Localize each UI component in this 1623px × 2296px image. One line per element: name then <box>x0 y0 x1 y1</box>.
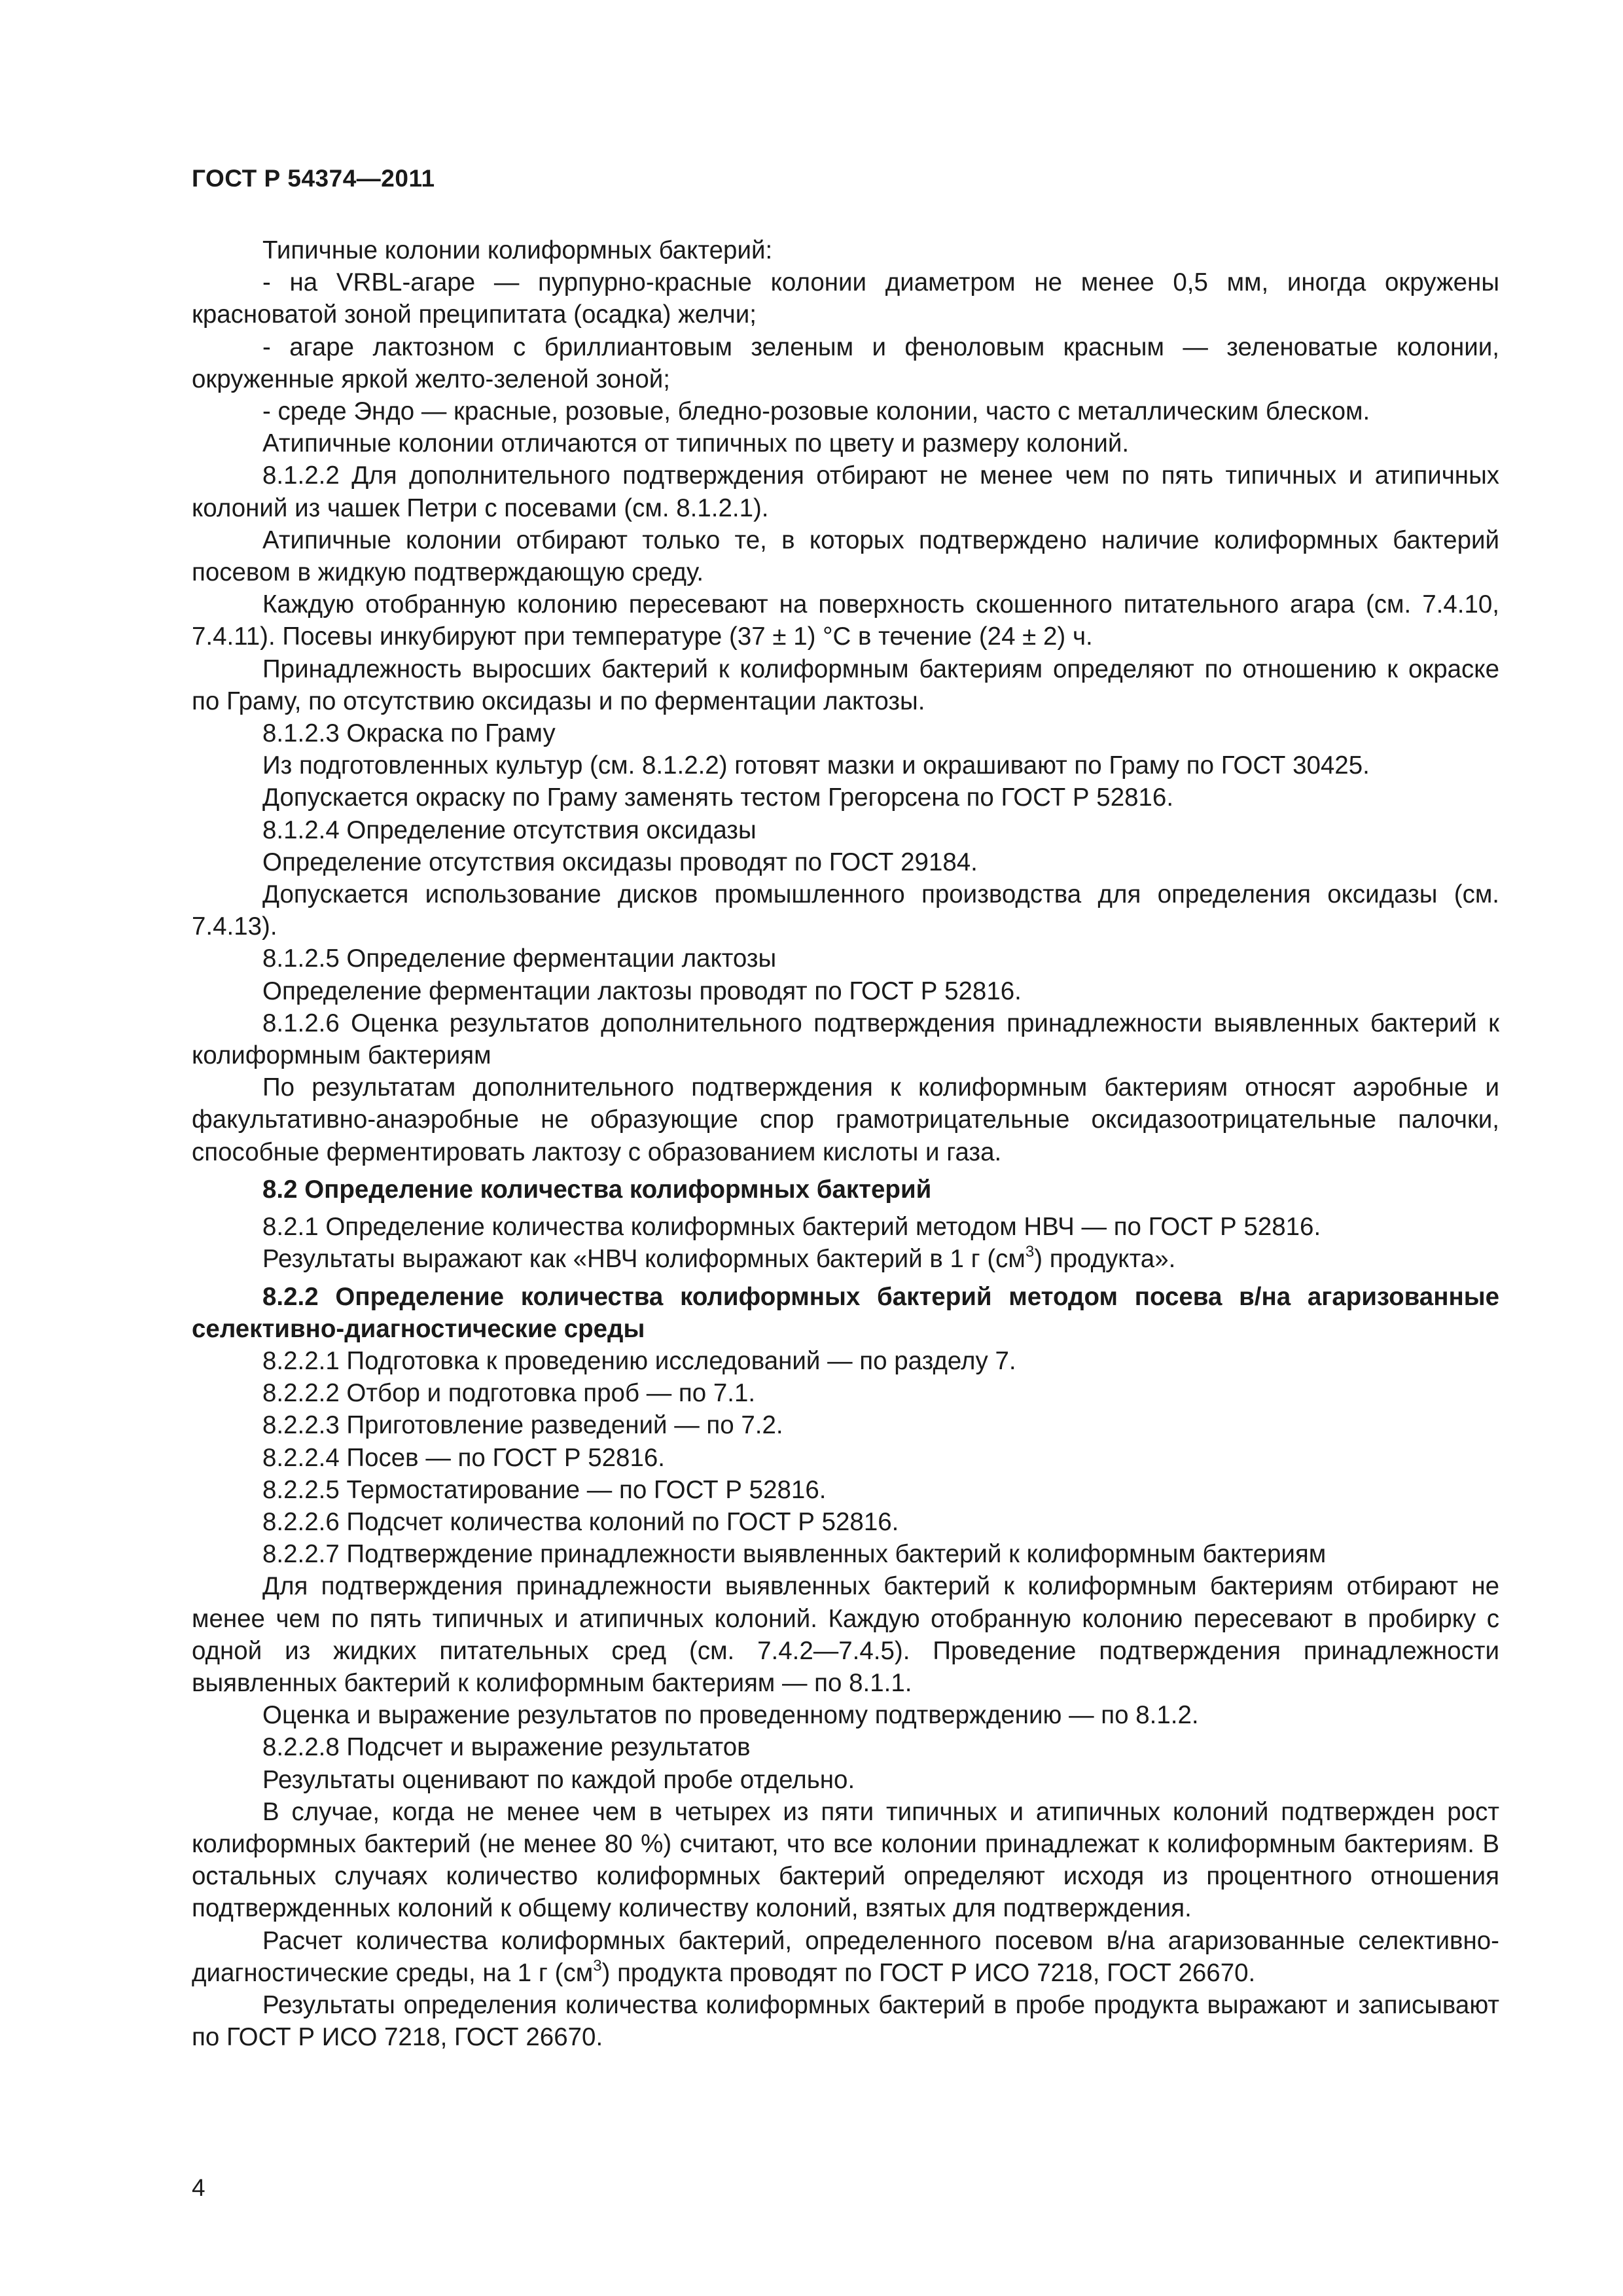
clause: 8.2.2.2 Отбор и подготовка проб — по 7.1. <box>262 1379 756 1408</box>
paragraph: Оценка и выражение результатов по проведенному подтверждению — по 8.1.2. <box>262 1701 1199 1730</box>
clause: 8.2.2.1 Подготовка к проведению исследований — по разделу 7. <box>262 1346 1016 1375</box>
clause: 8.2.2.7 Подтверждение принадлежности выявленных бактерий к колиформным бактериям <box>262 1540 1327 1569</box>
clause-heading: 8.2.2.8 Подсчет и выражение результатов <box>262 1733 751 1762</box>
clause: 8.2.2.4 Посев — по ГОСТ Р 52816. <box>262 1443 665 1472</box>
paragraph-text: Расчет количества колиформных бактерий, определенного посевом в/на агаризованные селективно-диагностические среды, на 1 г (см <box>192 1926 1499 1987</box>
clause: 8.2.2.6 Подсчет количества колоний по ГОСТ Р 52816. <box>262 1507 899 1536</box>
clause: 8.2.1 Определение количества колиформных бактерий методом НВЧ — по ГОСТ Р 52816. <box>262 1213 1321 1242</box>
clause: 8.2.2.3 Приготовление разведений — по 7.2. <box>262 1411 783 1440</box>
clause-heading: 8.1.2.3 Окраска по Граму <box>262 719 556 748</box>
clause-heading: 8.1.2.5 Определение ферментации лактозы <box>262 944 777 973</box>
paragraph: Атипичные колонии отличаются от типичных по цвету и размеру колоний. <box>262 429 1130 458</box>
paragraph: Типичные колонии колиформных бактерий: <box>262 236 773 264</box>
paragraph: В случае, когда не менее чем в четырех из пяти типичных и атипичных колоний подтвержден рост колиформных бактерий (не менее 80 %) считают, что все колонии принадлежат к колиформным бактериям. В остальных случаях количество колиформных бактерий определяют исходя из процентного отношения подтвержденных колоний к общему количеству колоний, взятых для подтверждения. <box>192 1797 1499 1923</box>
subsection-heading: 8.2.2 Определение количества колиформных бактерий методом посева в/на агаризованные селективно-диагностические среды <box>192 1282 1499 1343</box>
paragraph: Каждую отобранную колонию пересевают на поверхность скошенного питательного агара (см. 7.4.10, 7.4.11). Посевы инкубируют при температуре (37 ± 1) °С в течение (24 ± 2) ч. <box>192 590 1499 651</box>
clause: 8.2.2.5 Термостатирование — по ГОСТ Р 52816. <box>262 1475 827 1504</box>
paragraph-text: ) продукта проводят по ГОСТ Р ИСО 7218, ГОСТ 26670. <box>601 1958 1256 1987</box>
document-body <box>192 234 1499 2053</box>
section-heading: 8.2 Определение количества колиформных бактерий <box>262 1175 932 1204</box>
paragraph: Результаты оценивают по каждой пробе отдельно. <box>262 1765 855 1794</box>
clause-heading: 8.1.2.6 Оценка результатов дополнительного подтверждения принадлежности выявленных бактерий к колиформным бактериям <box>192 1009 1499 1070</box>
superscript: 3 <box>593 1956 602 1975</box>
paragraph <box>192 1925 1499 1989</box>
document-header: ГОСТ Р 54374—2011 <box>192 165 435 192</box>
paragraph: Допускается использование дисков промышленного производства для определения оксидазы (см. 7.4.13). <box>192 880 1499 941</box>
page-number: 4 <box>192 2174 205 2201</box>
clause: 8.1.2.2 Для дополнительного подтверждения отбирают не менее чем по пять типичных и атипичных колоний из чашек Петри с посевами (см. 8.1.2.1). <box>192 461 1499 522</box>
paragraph: Принадлежность выросших бактерий к колиформным бактериям определяют по отношению к окраске по Граму, по отсутствию оксидазы и по ферментации лактозы. <box>192 655 1499 715</box>
paragraph-text: Результаты выражают как «НВЧ колиформных бактерий в 1 г (см <box>262 1245 1026 1274</box>
paragraph: Из подготовленных культур (см. 8.1.2.2) готовят мазки и окрашивают по Граму по ГОСТ 30425. <box>262 751 1370 780</box>
clause-heading: 8.1.2.4 Определение отсутствия оксидазы <box>262 816 757 844</box>
paragraph: Определение ферментации лактозы проводят по ГОСТ Р 52816. <box>262 977 1022 1005</box>
list-item: - агаре лактозном с бриллиантовым зеленым и феноловым красным — зеленоватые колонии, окруженные яркой желто-зеленой зоной; <box>192 332 1499 393</box>
paragraph: Допускается окраску по Граму заменять тестом Грегорсена по ГОСТ Р 52816. <box>262 783 1174 812</box>
paragraph: Результаты определения количества колиформных бактерий в пробе продукта выражают и записывают по ГОСТ Р ИСО 7218, ГОСТ 26670. <box>192 1990 1499 2052</box>
list-item: - на VRBL-агаре — пурпурно-красные колонии диаметром не менее 0,5 мм, иногда окружены красноватой зоной преципитата (осадка) желчи; <box>192 268 1499 329</box>
superscript: 3 <box>1025 1243 1035 1261</box>
paragraph: Атипичные колонии отбирают только те, в которых подтверждено наличие колиформных бактерий посевом в жидкую подтверждающую среду. <box>192 526 1499 587</box>
paragraph: Для подтверждения принадлежности выявленных бактерий к колиформным бактериям отбирают не менее чем по пять типичных и атипичных колоний. Каждую отобранную колонию пересевают в пробирку с одной из жидких питательных сред (см. 7.4.2—7.4.5). Проведение подтверждения принадлежности выявленных бактерий к колиформным бактериям — по 8.1.1. <box>192 1572 1499 1697</box>
paragraph <box>192 1243 1499 1275</box>
paragraph: Определение отсутствия оксидазы проводят по ГОСТ 29184. <box>262 848 978 876</box>
paragraph-text: ) продукта». <box>1034 1245 1176 1274</box>
paragraph: По результатам дополнительного подтверждения к колиформным бактериям относят аэробные и факультативно-анаэробные не образующие спор грамотрицательные оксидазоотрицательные палочки, способные ферментировать лактозу с образованием кислоты и газа. <box>192 1073 1499 1166</box>
list-item: - среде Эндо — красные, розовые, бледно-розовые колонии, часто с металлическим блеском. <box>262 397 1370 426</box>
